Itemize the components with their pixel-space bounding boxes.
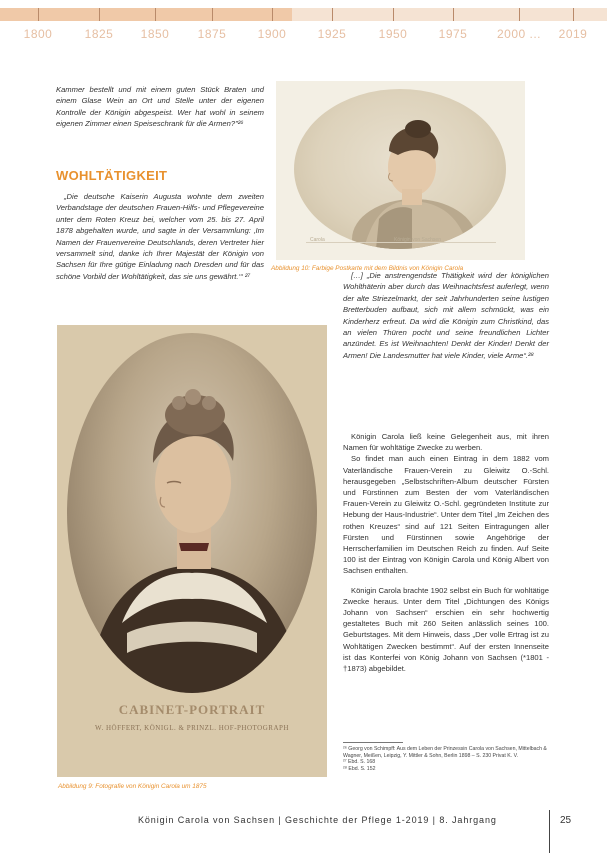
timeline-tick (519, 8, 520, 21)
queen-profile-illustration (294, 89, 506, 249)
running-footer: Königin Carola von Sachsen | Geschichte der Pflege 1-2019 | 8. Jahrgang (138, 815, 497, 825)
footnote: ²⁶ Georg von Schimpff: Aus dem Leben der Prinzessin Carola von Sachsen, Mittelbach & Wagner, Meißen, Leipzig, Y. Mittler & Sohn, Berlin 1898 – S. 230 Privat K. V. (343, 746, 547, 759)
body-paragraph: Königin Carola ließ keine Gelegenheit aus, mit ihren Namen für wohltätige Zwecke zu werben. (343, 432, 549, 453)
timeline-tick (155, 8, 156, 21)
timeline-tick (272, 8, 273, 21)
timeline-highlight (0, 8, 292, 21)
timeline-tick (38, 8, 39, 21)
body-paragraph: Königin Carola brachte 1902 selbst ein Buch für wohltätige Zwecke heraus. Unter dem Titel „Dichtungen des Königs Johann von Sachsen“ erschien ein sehr hochwertig gestaltetes Buch mit 260 Seiten anlässlich seines 100. Geburtstages. Mit dem Hinweis, dass „Der volle Ertrag ist zu Wohltätigen Zwecken bestimmt“. Auf der ersten Innenseite ist das Konterfei von König Johann von Sachsen (*1801 - †1873) abgebildet. (343, 585, 549, 674)
figure-caption: Abbildung 10: Farbige Postkarte mit dem Bildnis von Königin Carola (271, 265, 464, 272)
body-text (343, 431, 549, 682)
timeline-tick (99, 8, 100, 21)
footnotes (343, 746, 551, 772)
timeline-year: 1800 (23, 27, 53, 41)
footer-divider (549, 810, 550, 853)
timeline (0, 0, 607, 44)
footnote: ²⁸ Ebd. S. 152 (343, 765, 376, 772)
timeline-year: 1925 (317, 27, 347, 41)
queen-portrait-illustration (67, 333, 317, 693)
augusta-quote: „Die deutsche Kaiserin Augusta wohnte dem zweiten Verbandstage der deutschen Frauen-Hilfs- und Pflegevereine unter dem Roten Kreuz bei, welcher vom 25. bis 27. April 1878 abgehalten wurde, und sagte in der Versammlung: ‚Im Namen der Frauenvereine Deutschlands, deren Vertreter hier versammelt sind, danke ich Ihrer Majestät der Königin von Sachsen für Ihre gütige Einladung nach Dresden und für das schöne Vorbild der Wohltätigkeit, das sie uns gewährt.‘“ ²⁷ (56, 192, 264, 281)
section-heading: WOHLTÄTIGKEIT (56, 168, 168, 183)
studio-line: W. HÖFFERT, KÖNIGL. & PRINZL. HOF-PHOTOGRAPH (95, 724, 289, 732)
studio-name: CABINET-PORTRAIT (118, 702, 266, 717)
postcard-oval (294, 89, 506, 249)
timeline-year: 1875 (197, 27, 227, 41)
timeline-tick (212, 8, 213, 21)
timeline-year: 1850 (140, 27, 170, 41)
body-paragraph: So findet man auch einen Eintrag in dem 1882 vom Vaterländische Frauen-Verein zu Gleiwitz O.-Schl. herausgegeben „Selbstschriften-Album deutscher Fürsten und Fürstinnen zum Besten der vom Vaterländischen Frauen-Verein zu Gleiwitz O.-Schl. gegründeten Institute zur Hebung der Haus-Industrie“. Unter dem Titel „Im Zeichen des rothen Kreuzes“ sind auf 121 Seiten Eintragungen aller Fürsten und Fürstinnen sowie Angehörige der Herrscherfamilien im Deutschen Reich zu finden. Auf Seite 100 ist der Eintrag von Königin Carola und König Albert von Sachsen enthalten. (343, 454, 549, 576)
postcard-label: Carola (310, 237, 325, 243)
christmas-quote: […] „Die anstrengendste Thätigkeit wird der königlichen Wohlthäterin aber durch das Weihnachtsfest auferlegt, wenn der alte Striezelmarkt, der seit Jahrhunderten seine lustigen Bretterbuden aufbaut, sich mit allem schmückt, was ein Kinderherz erfreut. Da wird die Königin zum Christkind, das an vielen Thüren pocht und seine freundlichen Lichter anzündet. Es ist Weihnachten! Denkt der Kinder! Denkt der Armen! Die Landesmutter hat viele Kinder, viele Arme“.²⁸ (343, 271, 549, 360)
timeline-year: 1825 (84, 27, 114, 41)
timeline-year: 2019 (558, 27, 588, 41)
figure-caption: Abbildung 9: Fotografie von Königin Carola um 1875 (58, 783, 207, 790)
timeline-year: 1950 (378, 27, 408, 41)
timeline-tick (393, 8, 394, 21)
postcard-image (276, 81, 525, 260)
footnote: ²⁷ Ebd. S. 168 (343, 759, 376, 766)
timeline-year: 1975 (438, 27, 468, 41)
timeline-tick (332, 8, 333, 21)
intro-quote: Kammer bestellt und mit einem guten Stück Braten und einem Glase Wein an Ort und Stelle unter der eigenen Kontrolle der Königin abgespeist. Wer hat wohl in seinem eigenen Zimmer einen Speiseschrank für die Armen?"²⁶ (56, 85, 264, 129)
page-number: 25 (560, 815, 572, 826)
timeline-tick (573, 8, 574, 21)
timeline-tick (453, 8, 454, 21)
timeline-year: 1900 (257, 27, 287, 41)
postcard-label: Königin von Sachsen (394, 237, 441, 243)
timeline-year: 2000 ... (496, 27, 542, 41)
footnote-divider (343, 742, 403, 743)
cabinet-photo-oval (67, 333, 317, 693)
cabinet-photo (57, 325, 327, 777)
